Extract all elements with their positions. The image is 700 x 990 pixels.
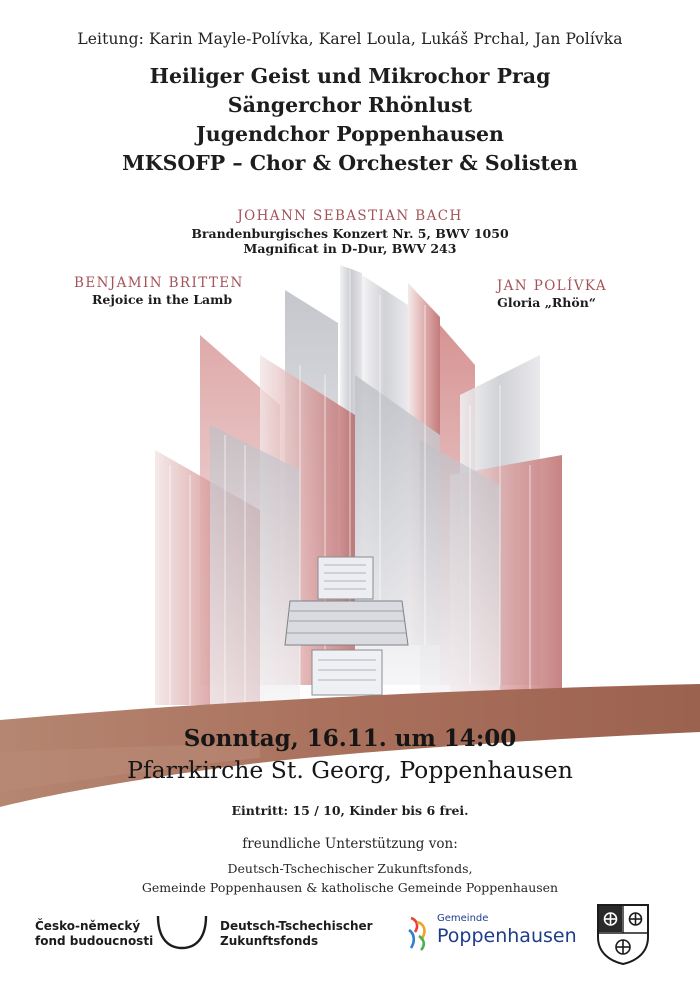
choir-title: Jugendchor Poppenhausen — [196, 122, 504, 146]
gemeinde-poppenhausen-logo — [405, 912, 575, 954]
fund-arc-icon — [152, 912, 212, 952]
sponsor-line: Gemeinde Poppenhausen & katholische Gemeinde Poppenhausen — [141, 880, 559, 895]
choir-title: Heiliger Geist und Mikrochor Prag — [149, 64, 551, 88]
german-fund-line: Zukunftsfonds — [220, 934, 319, 948]
choir-title: Sängerchor Rhönlust — [227, 93, 473, 117]
britten-work: Rejoice in the Lamb — [92, 292, 233, 307]
coat-of-arms-icon — [596, 903, 650, 965]
event-date: Sonntag, 16.11. um 14:00 — [183, 725, 517, 752]
composer-bach: JOHANN SEBASTIAN BACH — [237, 208, 463, 224]
support-label: freundliche Unterstützung von: — [242, 836, 458, 852]
composer-britten: BENJAMIN BRITTEN — [74, 275, 244, 291]
organ-illustration — [140, 265, 580, 705]
conductors-line: Leitung: Karin Mayle-Polívka, Karel Loula, Lukáš Prchal, Jan Polívka — [77, 30, 623, 48]
polivka-work: Gloria „Rhön“ — [497, 295, 596, 310]
gemeinde-small-label: Gemeinde — [437, 913, 489, 924]
composer-polivka: JAN POLÍVKA — [496, 278, 607, 294]
gemeinde-mark-icon — [405, 914, 433, 952]
czech-fund-line: fond budoucnosti — [35, 934, 154, 948]
event-venue: Pfarrkirche St. Georg, Poppenhausen — [127, 756, 573, 784]
bach-work: Brandenburgisches Konzert Nr. 5, BWV 1050 — [191, 226, 509, 241]
sponsor-line: Deutsch-Tschechischer Zukunftsfonds, — [227, 861, 473, 876]
entry-price: Eintritt: 15 / 10, Kinder bis 6 frei. — [231, 803, 469, 818]
gemeinde-name: Poppenhausen — [437, 925, 577, 947]
bach-work: Magnificat in D-Dur, BWV 243 — [243, 241, 457, 256]
czech-fund-line: Česko-německý — [35, 919, 141, 933]
choir-title: MKSOFP – Chor & Orchester & Solisten — [122, 151, 578, 175]
german-fund-line: Deutsch-Tschechischer — [220, 919, 373, 933]
czech-fund-logo — [35, 919, 155, 949]
german-fund-logo — [220, 919, 380, 949]
brush-stroke-band — [0, 682, 700, 822]
